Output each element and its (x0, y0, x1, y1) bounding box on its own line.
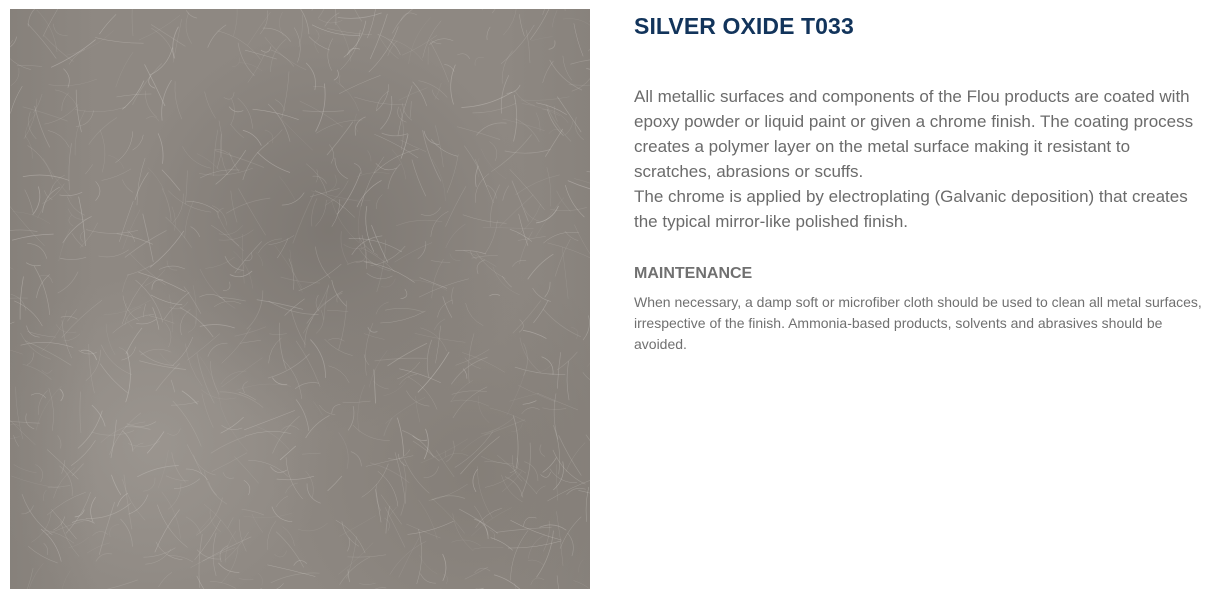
product-description (634, 84, 1210, 234)
description-paragraph-chrome: The chrome is applied by electroplating (Galvanic deposition) that creates the typical mirror-like polished finish. (634, 187, 1188, 231)
material-swatch-image (10, 9, 590, 589)
product-title: SILVER OXIDE T033 (634, 13, 854, 39)
product-details (634, 10, 1210, 355)
leather-texture-graphic (10, 9, 590, 589)
maintenance-heading: MAINTENANCE (634, 265, 753, 282)
maintenance-text: When necessary, a damp soft or microfiber cloth should be used to clean all metal surfaces, irrespective of the finish. Ammonia-based products, solvents and abrasives should be avoided. (634, 294, 1202, 352)
description-paragraph-coating: All metallic surfaces and components of the Flou products are coated with epoxy powder or liquid paint or given a chrome finish. The coating process creates a polymer layer on the metal surface making it resistant to scratches, abrasions or scuffs. (634, 87, 1194, 181)
